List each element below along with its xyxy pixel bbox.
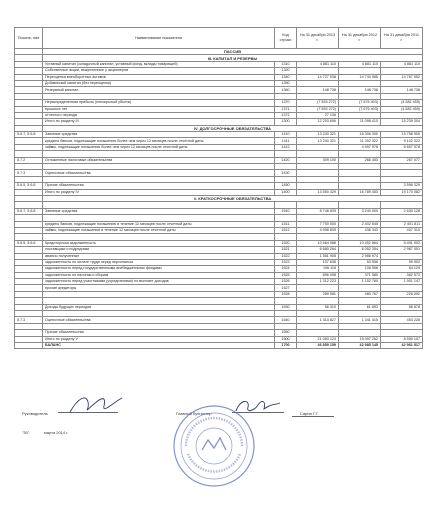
value-2013: 1 313 827 [297, 317, 339, 323]
value-2012: (7 676 403) [339, 100, 381, 106]
value-2013: 10 684 088 [297, 240, 339, 246]
value-2012: 42 985 145 [339, 342, 381, 348]
value-2011: 2 630 128 [381, 208, 423, 214]
value-2012: 11 302 322 [339, 138, 381, 144]
value-2012: 2 986 974 [339, 253, 381, 259]
value-2012: 148 738 [339, 87, 381, 93]
value-2013: 148 738 [297, 87, 339, 93]
name-cell: Кредиторская задолженность [43, 240, 275, 246]
value-2012: 14 744 965 [339, 74, 381, 80]
value-2011: 362 573 [381, 272, 423, 278]
code-cell: 1350 [275, 80, 297, 86]
name-cell: поставщики и подрядчики [43, 247, 275, 253]
name-cell: задолженность по налогам и сборам [43, 272, 275, 278]
name-cell: авансы полученные [43, 253, 275, 259]
code-cell: 1320 [275, 68, 297, 74]
value-2011: 148 738 [381, 87, 423, 93]
value-2013: 4 881 110 [297, 61, 339, 67]
value-2011: 15 758 900 [381, 132, 423, 138]
value-2012: 1 341 415 [339, 317, 381, 323]
code-cell: 1540 [275, 317, 297, 323]
name-cell: Переоценка внеоборотных активов [43, 74, 275, 80]
value-2013: 107 638 [297, 259, 339, 265]
name-cell: Заемные средства [43, 132, 275, 138]
name-cell: Доходы будущих периодов [43, 304, 275, 310]
value-2011: 15 239 304 [381, 119, 423, 125]
code-cell: 1412 [275, 144, 297, 150]
value-2011: 1 901 147 [381, 279, 423, 285]
accountant-name: Сарин Г.Г. [300, 411, 319, 416]
name-cell: займы, подлежащие погашению более чем через 12 месяцев после отчетной даты [43, 144, 275, 150]
name-cell: Отложенные налоговые обязательства [43, 157, 275, 163]
value-2012: 61 893 [339, 304, 381, 310]
value-2011: 58 878 [381, 304, 423, 310]
code-cell: 1524 [275, 266, 297, 272]
code-cell: 1411 [275, 138, 297, 144]
value-2013: 1 312 223 [297, 279, 339, 285]
name-cell: Оценочные обязательства [43, 317, 275, 323]
header-col3: На 31 декабря 2011 г. [381, 28, 423, 49]
value-2013: 289 081 [297, 291, 339, 297]
value-2012: 371 580 [339, 272, 381, 278]
code-cell: 1360 [275, 87, 297, 93]
name-cell: Уставный капитал (складочный капитал, уставный фонд, вклады товарищей) [43, 61, 275, 67]
note-cell: 5.6.5, 5.6.6 [15, 183, 43, 189]
name-cell: прошлых лет [43, 106, 275, 112]
value-2013: 14 727 038 [297, 74, 339, 80]
accountant-label: Главный бухгалтер [176, 411, 212, 416]
code-cell: 1310 [275, 61, 297, 67]
name-cell: Итого по разделу V [43, 336, 275, 342]
section-title: IV. ДОЛГОСРОЧНЫЕ ОБЯЗАТЕЛЬСТВА [43, 125, 423, 131]
table-row [15, 342, 423, 348]
note-cell: 5.7.3 [15, 317, 43, 323]
name-line [292, 416, 334, 417]
value-2013: 106 116 [297, 266, 339, 272]
name-cell: задолженность перед участниками (учредителями) по выплате доходов [43, 279, 275, 285]
section-title: V. КРАТКОСРОЧНЫЕ ОБЯЗАТЕЛЬСТВА [43, 195, 423, 201]
code-cell: 1370 [275, 100, 297, 106]
name-cell: кредиты банков, подлежащие погашению более чем через 12 месяцев после отчетной даты [43, 138, 275, 144]
value-2013: 6 680 264 [297, 247, 339, 253]
code-cell: 1510 [275, 208, 297, 214]
code-cell: 1371 [275, 106, 297, 112]
value-2013: 1 581 908 [297, 253, 339, 259]
code-cell: 1521 [275, 247, 297, 253]
note-cell [15, 342, 43, 348]
code-cell: 1340 [275, 74, 297, 80]
value-2013: 13 240 321 [297, 132, 339, 138]
code-cell: 1372 [275, 112, 297, 118]
value-2011: 407 310 [381, 227, 423, 233]
value-2013: 4 998 839 [297, 227, 339, 233]
date-day: "30" [22, 430, 30, 435]
value-2013: 7 750 000 [297, 221, 339, 227]
value-2012: (7 676 403) [339, 106, 381, 112]
value-2012: 4 881 110 [339, 61, 381, 67]
value-2011: 2 987 051 [381, 247, 423, 253]
value-2013: 8 748 839 [297, 208, 339, 214]
table-body [15, 49, 423, 349]
note-cell: 5.6.5, 5.6.6 [15, 240, 43, 246]
value-2013: (7 553 272) [297, 106, 339, 112]
value-2012: 6 052 354 [339, 247, 381, 253]
value-2013: 27 136 [297, 112, 339, 118]
value-2011: 2 401 811 [381, 221, 423, 227]
value-2011: 59 902 [381, 259, 423, 265]
value-2012: 15 097 262 [339, 336, 381, 342]
code-cell: 1420 [275, 157, 297, 163]
name-cell: Собственные акции, выкупленные у акционеров [43, 68, 275, 74]
note-cell: 5.7.2 [15, 157, 43, 163]
name-cell: БАЛАНС [43, 342, 275, 348]
code-cell: 1550 [275, 330, 297, 336]
name-cell: Заемные средства [43, 208, 275, 214]
company-seal [172, 404, 256, 488]
code-cell: 1410 [275, 132, 297, 138]
value-2011: 64 129 [381, 266, 423, 272]
value-2011: 8 550 107 [381, 336, 423, 342]
note-cell: 5.7.3 [15, 170, 43, 176]
date-rest: марта 2014 г. [44, 430, 69, 435]
header-col2: На 31 декабря 2012 г. [339, 28, 381, 49]
section-title: ПАССИВ [43, 49, 423, 55]
name-cell: Нераспределенная прибыль (непокрытый убыток) [43, 100, 275, 106]
value-2013: 46 859 159 [297, 342, 339, 348]
code-cell: 1300 [275, 119, 297, 125]
value-2012: 3 240 000 [339, 208, 381, 214]
code-cell: 1511 [275, 221, 297, 227]
value-2011: 9 102 322 [381, 138, 423, 144]
balance-table [14, 27, 423, 349]
value-2013: 896 008 [297, 272, 339, 278]
value-2011: (4 582 455) [381, 106, 423, 112]
code-cell: 1522 [275, 253, 297, 259]
value-2011: 42 961 517 [381, 342, 423, 348]
name-cell: Добавочный капитал (без переоценки) [43, 80, 275, 86]
value-2013: (7 553 272) [297, 100, 339, 106]
name-cell: Итого по разделу IV [43, 189, 275, 195]
value-2011: 6 657 578 [381, 144, 423, 150]
header-name: Наименование показателя [43, 28, 275, 49]
name-cell: Резервный капитал [43, 87, 275, 93]
value-2012: 53 958 [339, 259, 381, 265]
header-note: Поясне- ния [15, 28, 43, 49]
value-2012: 10 452 864 [339, 240, 381, 246]
value-2012: 436 343 [339, 227, 381, 233]
value-2012: 266 453 [339, 157, 381, 163]
value-2011: 14 767 552 [381, 74, 423, 80]
name-cell: прочие кредиторы [43, 285, 275, 291]
code-cell: 1450 [275, 183, 297, 189]
code-cell: 1528 [275, 291, 297, 297]
value-2012: 11 098 410 [339, 119, 381, 125]
note-cell: 5.6.7, 5.6.8 [15, 132, 43, 138]
value-2011: 3 596 329 [381, 183, 423, 189]
code-cell: 1700 [275, 342, 297, 348]
code-cell: 1500 [275, 336, 297, 342]
code-cell: 1523 [275, 259, 297, 265]
value-2013: 12 203 606 [297, 119, 339, 125]
value-2013: 309 100 [297, 157, 339, 163]
code-cell: 1430 [275, 170, 297, 176]
name-cell: кредиты банков, подлежащие погашению в течение 12 месяцев после отчетной даты [43, 221, 275, 227]
value-2011: 5 491 902 [381, 240, 423, 246]
value-2012: 108 558 [339, 266, 381, 272]
value-2011: 257 077 [381, 157, 423, 163]
header-code: Код строки [275, 28, 297, 49]
code-cell: 1512 [275, 227, 297, 233]
value-2011: (4 582 455) [381, 100, 423, 106]
name-cell: отчетного периода [43, 112, 275, 118]
value-2013: 56 310 [297, 304, 339, 310]
header-col1: На 31 декабря 2013 г. [297, 28, 339, 49]
name-cell: задолженность по оплате труда перед персоналом [43, 259, 275, 265]
value-2013: 21 083 124 [297, 336, 339, 342]
value-2012: 480 767 [339, 291, 381, 297]
head-label: Руководитель [22, 411, 48, 416]
value-2011: 453 228 [381, 317, 423, 323]
table-header-row [15, 28, 423, 49]
value-2011: 19 170 082 [381, 189, 423, 195]
code-cell: 1520 [275, 240, 297, 246]
value-2012: 1 152 780 [339, 279, 381, 285]
value-2012: 16 306 300 [339, 132, 381, 138]
code-cell: 1400 [275, 189, 297, 195]
value-2011: 4 881 110 [381, 61, 423, 67]
section-title: III. КАПИТАЛ И РЕЗЕРВЫ [43, 55, 423, 61]
note-cell: 5.6.7, 5.6.8 [15, 208, 43, 214]
code-cell: 1526 [275, 279, 297, 285]
value-2011: 226 092 [381, 291, 423, 297]
value-2012: 2 402 545 [339, 221, 381, 227]
value-2012: 16 789 453 [339, 189, 381, 195]
code-cell: 1525 [275, 272, 297, 278]
name-cell: задолженность перед государственными внебюджетными фондами [43, 266, 275, 272]
name-cell: Прочие обязательства [43, 330, 275, 336]
value-2013: 13 550 429 [297, 189, 339, 195]
code-cell: 1530 [275, 304, 297, 310]
name-cell: Итого по разделу III [43, 119, 275, 125]
value-2013: 13 240 321 [297, 138, 339, 144]
name-cell: Оценочные обязательства [43, 170, 275, 176]
code-cell: 1527 [275, 285, 297, 291]
name-cell: Прочие обязательства [43, 183, 275, 189]
value-2012: 4 997 978 [339, 144, 381, 150]
head-signature [66, 392, 126, 418]
name-cell: займы, подлежащие погашению в течение 12 месяцев после отчетной даты [43, 227, 275, 233]
